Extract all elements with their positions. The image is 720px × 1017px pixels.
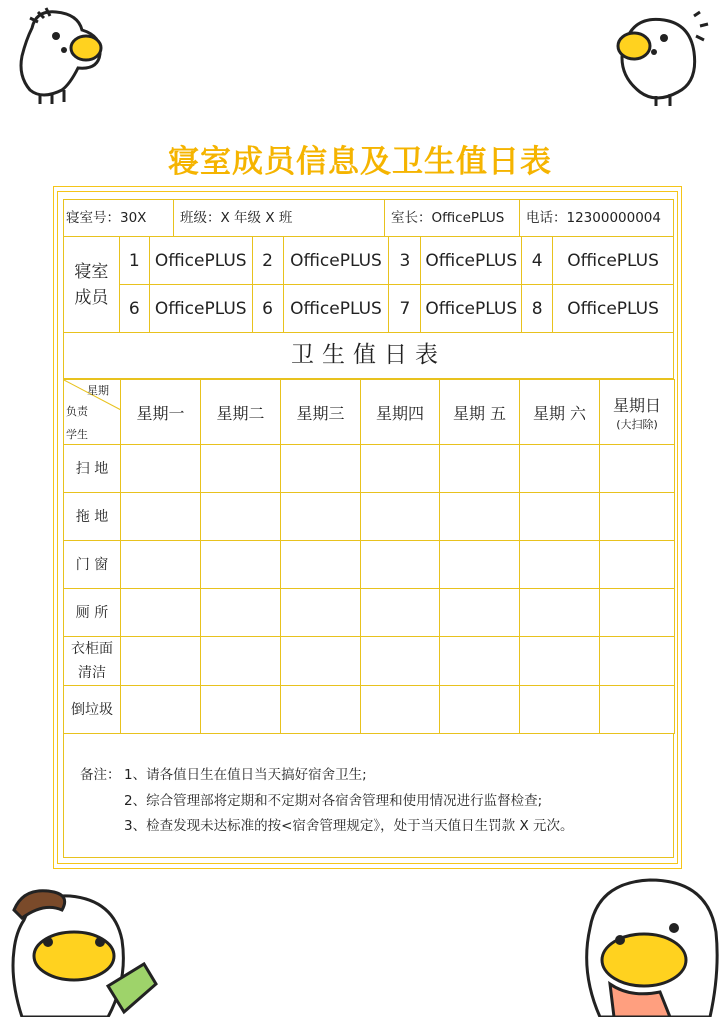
task-label: 门 窗 xyxy=(64,541,121,589)
duty-cell[interactable] xyxy=(520,541,600,589)
duty-cell[interactable] xyxy=(121,493,201,541)
member-number: 2 xyxy=(252,237,283,285)
duty-cell[interactable] xyxy=(361,445,440,493)
note-item: 2、综合管理部将定期和不定期对各宿舍管理和使用情况进行监督检查; xyxy=(124,793,543,809)
duty-cell[interactable] xyxy=(201,637,281,686)
duty-cell[interactable] xyxy=(440,541,520,589)
duty-cell[interactable] xyxy=(121,589,201,637)
duty-cell[interactable] xyxy=(520,686,600,734)
info-bar xyxy=(63,199,674,237)
duty-cell[interactable] xyxy=(440,493,520,541)
duty-cell[interactable] xyxy=(121,686,201,734)
duty-cell[interactable] xyxy=(121,541,201,589)
member-name: OfficePLUS xyxy=(283,237,389,285)
sunday-note: (大扫除) xyxy=(616,417,658,431)
duty-cell[interactable] xyxy=(281,445,361,493)
member-number: 4 xyxy=(522,237,553,285)
duty-cell[interactable] xyxy=(600,589,675,637)
sunday-label: 星期日 xyxy=(612,395,661,415)
duty-cell[interactable] xyxy=(201,493,281,541)
duty-cell[interactable] xyxy=(281,637,361,686)
corner-label-duty: 负责 xyxy=(66,405,88,418)
task-label: 衣柜面 清洁 xyxy=(64,637,121,686)
duty-cell[interactable] xyxy=(121,445,201,493)
class-info: 班级：X 年级 X 班 xyxy=(180,210,293,226)
members-table xyxy=(63,237,674,333)
duty-cell[interactable] xyxy=(361,637,440,686)
duck-bottom-right-icon xyxy=(570,872,720,1017)
duty-cell[interactable] xyxy=(201,686,281,734)
day-header: 星期 五 xyxy=(440,380,520,445)
duty-cell[interactable] xyxy=(600,686,675,734)
duty-cell[interactable] xyxy=(600,493,675,541)
member-name: OfficePLUS xyxy=(553,285,674,333)
duck-top-left-icon xyxy=(12,4,108,108)
member-number: 1 xyxy=(119,237,149,285)
duty-cell[interactable] xyxy=(440,686,520,734)
duck-top-right-icon xyxy=(608,8,712,108)
task-label: 厕 所 xyxy=(64,589,121,637)
duty-cell[interactable] xyxy=(600,445,675,493)
duty-cell[interactable] xyxy=(440,637,520,686)
duty-cell[interactable] xyxy=(201,445,281,493)
duty-cell[interactable] xyxy=(520,637,600,686)
phone-number: 电话：12300000004 xyxy=(526,210,661,226)
day-header: 星期二 xyxy=(201,380,281,445)
member-number: 3 xyxy=(389,237,421,285)
schedule-title: 卫生值日表 xyxy=(63,333,674,379)
duty-cell[interactable] xyxy=(520,493,600,541)
duck-bottom-left-icon xyxy=(4,880,164,1017)
member-number: 7 xyxy=(389,285,421,333)
duty-cell[interactable] xyxy=(201,589,281,637)
duty-cell[interactable] xyxy=(281,686,361,734)
duty-cell[interactable] xyxy=(201,541,281,589)
notes-label: 备注： xyxy=(80,767,121,783)
corner-header xyxy=(64,380,121,445)
day-header-sunday xyxy=(600,380,675,445)
duty-cell[interactable] xyxy=(361,686,440,734)
member-name: OfficePLUS xyxy=(553,237,674,285)
duty-cell[interactable] xyxy=(281,589,361,637)
note-item: 1、请各值日生在值日当天搞好宿舍卫生; xyxy=(124,767,367,783)
duty-cell[interactable] xyxy=(361,541,440,589)
duty-cell[interactable] xyxy=(361,589,440,637)
notes-section xyxy=(63,733,674,858)
members-label: 寝室 成员 xyxy=(64,237,120,333)
note-item: 3、检查发现未达标准的按<宿舍管理规定》，处于当天值日生罚款 X 元次。 xyxy=(124,818,574,834)
duty-cell[interactable] xyxy=(440,445,520,493)
duty-cell[interactable] xyxy=(121,637,201,686)
day-header: 星期四 xyxy=(361,380,440,445)
member-name: OfficePLUS xyxy=(149,285,252,333)
duty-cell[interactable] xyxy=(600,637,675,686)
member-name: OfficePLUS xyxy=(421,285,522,333)
duty-cell[interactable] xyxy=(600,541,675,589)
day-header: 星期 六 xyxy=(520,380,600,445)
task-label: 扫 地 xyxy=(64,445,121,493)
duty-cell[interactable] xyxy=(440,589,520,637)
room-leader: 室长：OfficePLUS xyxy=(391,210,505,226)
duty-cell[interactable] xyxy=(281,541,361,589)
member-number: 6 xyxy=(252,285,283,333)
member-name: OfficePLUS xyxy=(283,285,389,333)
task-label: 倒垃圾 xyxy=(64,686,121,734)
corner-label-student: 学生 xyxy=(66,428,88,441)
page-title: 寝室成员信息及卫生值日表 xyxy=(168,144,552,180)
day-header: 星期三 xyxy=(281,380,361,445)
corner-label-day: 星期 xyxy=(87,384,109,397)
duty-cell[interactable] xyxy=(520,589,600,637)
duty-cell[interactable] xyxy=(520,445,600,493)
day-header: 星期一 xyxy=(121,380,201,445)
member-number: 8 xyxy=(522,285,553,333)
member-name: OfficePLUS xyxy=(421,237,522,285)
room-number: 寝室号：30X xyxy=(66,210,147,226)
task-label: 拖 地 xyxy=(64,493,121,541)
member-number: 6 xyxy=(119,285,149,333)
duty-cell[interactable] xyxy=(281,493,361,541)
duty-cell[interactable] xyxy=(361,493,440,541)
duty-schedule-table xyxy=(63,379,674,734)
member-name: OfficePLUS xyxy=(149,237,252,285)
